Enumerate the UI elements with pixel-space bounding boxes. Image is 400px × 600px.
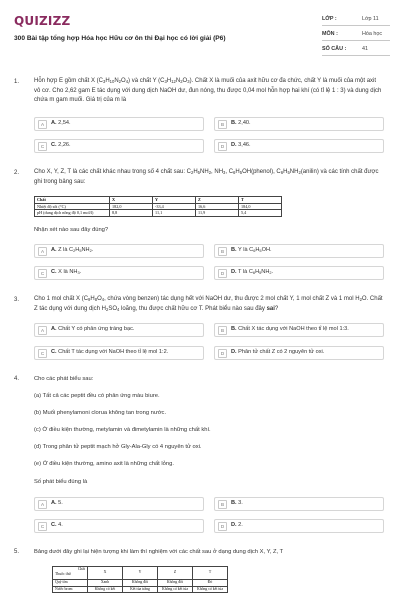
- statement-d: (d) Trong phân tử peptit mạch hở Gly-Ala-Gly có 4 nguyên tử oxi.: [34, 444, 202, 450]
- table-cell: Quỳ tím: [53, 580, 88, 587]
- option-text: A. 2,54.: [51, 120, 71, 126]
- option-letter: B: [218, 326, 227, 335]
- option-letter: B: [218, 120, 227, 129]
- properties-table: [34, 196, 282, 217]
- divider: [322, 25, 390, 26]
- statement-a: (a) Tất cả các peptit đều có phản ứng màu biure.: [34, 393, 160, 399]
- table-header-cell: T: [193, 567, 228, 580]
- answer-option-a[interactable]: [34, 497, 204, 511]
- answer-option-b[interactable]: [214, 244, 384, 258]
- reaction-table: [52, 566, 228, 593]
- table-cell: 16,6: [196, 203, 239, 210]
- option-text: C. Chất T tác dụng với NaOH theo tỉ lệ mol 1:2.: [51, 349, 169, 355]
- table-cell: Không đổi: [123, 580, 158, 587]
- option-text: B. Chất X tác dụng với NaOH theo tỉ lệ mol 1:3.: [231, 326, 349, 332]
- answer-option-c[interactable]: [34, 519, 204, 533]
- question-text: Cho 1 mol chất X ($C_9H_8O_4$, chứa vòng benzen) tác dụng hết với NaOH dư, thu được 2 mol chất Y, 1 mol chất Z và 1 mol $H_2O$. Chất Z tác dụng với dung dịch $H_2SO_4$ loãng, thu được chất hữu cơ T. Phát biểu nào sau đây sai?: [34, 296, 383, 312]
- option-letter: D: [218, 522, 227, 531]
- table-cell: pH (dung dịch nồng độ 0,1 mol/l): [35, 210, 110, 217]
- option-letter: A: [38, 120, 47, 129]
- option-letter: A: [38, 247, 47, 256]
- table-cell: Kết tủa trắng: [123, 586, 158, 593]
- answer-option-c[interactable]: [34, 139, 204, 153]
- option-text: C. 4.: [51, 522, 63, 528]
- table-cell: Xanh: [88, 580, 123, 587]
- option-letter: D: [218, 269, 227, 278]
- question-number: 3.: [14, 297, 20, 303]
- option-text: A. Z là $C_2H_5NH_2$.: [51, 247, 94, 253]
- table-cell: Không đổi: [158, 580, 193, 587]
- table-header-row: [53, 567, 228, 580]
- option-text: A. 5.: [51, 500, 63, 506]
- answer-option-a[interactable]: [34, 117, 204, 131]
- table-header-cell: Z: [158, 567, 193, 580]
- answer-option-a[interactable]: [34, 323, 204, 337]
- table-cell: Không có kết: [88, 586, 123, 593]
- option-letter: A: [38, 326, 47, 335]
- option-letter: A: [38, 500, 47, 509]
- table-header-cell: Chất: [35, 197, 110, 204]
- option-letter: D: [218, 142, 227, 151]
- table-cell: 184,0: [239, 203, 282, 210]
- meta-label: SỐ CÂU :: [322, 46, 347, 52]
- option-text: A. Chất Y có phản ứng tráng bạc.: [51, 326, 135, 332]
- option-text: B. 3.: [231, 500, 243, 506]
- meta-value: 41: [362, 46, 368, 52]
- table-cell: Đỏ: [193, 580, 228, 587]
- question-number: 4.: [14, 376, 20, 382]
- option-text: D. Phân tử chất Z có 2 nguyên tử oxi.: [231, 349, 325, 355]
- table-header-cell: X: [88, 567, 123, 580]
- option-letter: D: [218, 349, 227, 358]
- question-prompt: Nhận xét nào sau đây đúng?: [34, 227, 109, 233]
- statement-e: (e) Ở điều kiện thường, amino axit là những chất lỏng.: [34, 461, 174, 467]
- table-cell: 11,1: [153, 210, 196, 217]
- option-text: B. Y là $C_6H_5OH$.: [231, 247, 272, 253]
- answer-option-c[interactable]: [34, 346, 204, 360]
- answer-option-b[interactable]: [214, 117, 384, 131]
- table-cell: 8,8: [110, 210, 153, 217]
- table-header-cell: Y: [123, 567, 158, 580]
- question-prompt: Số phát biểu đúng là: [34, 479, 88, 485]
- meta-value: Lớp 11: [362, 16, 379, 22]
- option-letter: B: [218, 500, 227, 509]
- answer-option-b[interactable]: [214, 497, 384, 511]
- table-row: [53, 586, 228, 593]
- table-cell: Nhiệt độ sôi (°C): [35, 203, 110, 210]
- table-header-cell: Y: [153, 197, 196, 204]
- option-letter: C: [38, 142, 47, 151]
- table-row: [35, 210, 282, 217]
- table-cell: Không có kết tủa: [193, 586, 228, 593]
- divider: [322, 40, 390, 41]
- answer-option-d[interactable]: [214, 266, 384, 280]
- table-header-cell: T: [239, 197, 282, 204]
- question-number: 2.: [14, 170, 20, 176]
- option-text: D. 3,46.: [231, 142, 251, 148]
- option-text: D. T là $C_6H_5NH_2$.: [231, 269, 274, 275]
- question-text: Hỗn hợp E gồm chất X $(C_3H_{10}N_2O_4)$ và chất Y $(C_3H_{12}N_2O_3)$. Chất X là muối của axit hữu cơ đa chức, chất Y là muối của một axit vô cơ. Cho 2,62 gam E tác dụng với dung dịch NaOH dư, đun nóng, thu được 0,04 mol hỗn hợp hai khí (có tỉ lệ 1 : 3) và dung dịch chứa m gam muối. Giá trị của m là: [34, 78, 382, 104]
- question-text: Bảng dưới đây ghi lại hiện tượng khi làm thí nghiệm với các chất sau ở dạng dung dịch X, Y, Z, T: [34, 549, 284, 555]
- meta-label: MÔN :: [322, 31, 338, 37]
- option-text: D. 2.: [231, 522, 243, 528]
- divider: [322, 55, 390, 56]
- table-cell: 11,9: [196, 210, 239, 217]
- answer-option-d[interactable]: [214, 346, 384, 360]
- question-text: Cho X, Y, Z, T là các chất khác nhau trong số 4 chất sau: $C_2H_5NH_2$, $NH_3$, $C_6H_5OH(phenol)$, $C_6H_5NH_2(anilin)$ và các tính chất được ghi trong bảng sau:: [34, 169, 379, 185]
- quizizz-logo[interactable]: QUIZIZZ: [14, 14, 71, 28]
- answer-option-c[interactable]: [34, 266, 204, 280]
- meta-label: LỚP :: [322, 16, 337, 22]
- table-cell: 5,4: [239, 210, 282, 217]
- question-number: 5.: [14, 549, 20, 555]
- option-letter: C: [38, 349, 47, 358]
- answer-option-a[interactable]: [34, 244, 204, 258]
- header: [0, 0, 400, 60]
- statement-c: (c) Ở điều kiện thường, metylamin và đimetylamin là những chất khí.: [34, 427, 211, 433]
- question-text: Cho các phát biểu sau:: [34, 376, 94, 382]
- table-cell: Không có kết tủa: [158, 586, 193, 593]
- table-cell: Nước brom: [53, 586, 88, 593]
- question-number: 1.: [14, 79, 20, 85]
- meta-value: Hóa học: [362, 31, 383, 37]
- table-header-cell: Z: [196, 197, 239, 204]
- answer-option-d[interactable]: [214, 139, 384, 153]
- table-cell: -33,4: [153, 203, 196, 210]
- option-text: B. 2,40.: [231, 120, 251, 126]
- answer-option-b[interactable]: [214, 323, 384, 337]
- answer-option-d[interactable]: [214, 519, 384, 533]
- table-corner-cell: Chất Thuốc thử: [53, 567, 88, 580]
- option-letter: B: [218, 247, 227, 256]
- table-header-cell: X: [110, 197, 153, 204]
- table-cell: 182,0: [110, 203, 153, 210]
- option-text: C. 2,26.: [51, 142, 71, 148]
- statement-b: (b) Muối phenylamoni clorua không tan trong nước.: [34, 410, 167, 416]
- option-letter: C: [38, 269, 47, 278]
- option-letter: C: [38, 522, 47, 531]
- page-title: 300 Bài tập tổng hợp Hóa học Hữu cơ ôn thi Đại học có lời giải (P6): [14, 35, 226, 42]
- option-text: C. X là $NH_3$.: [51, 269, 82, 275]
